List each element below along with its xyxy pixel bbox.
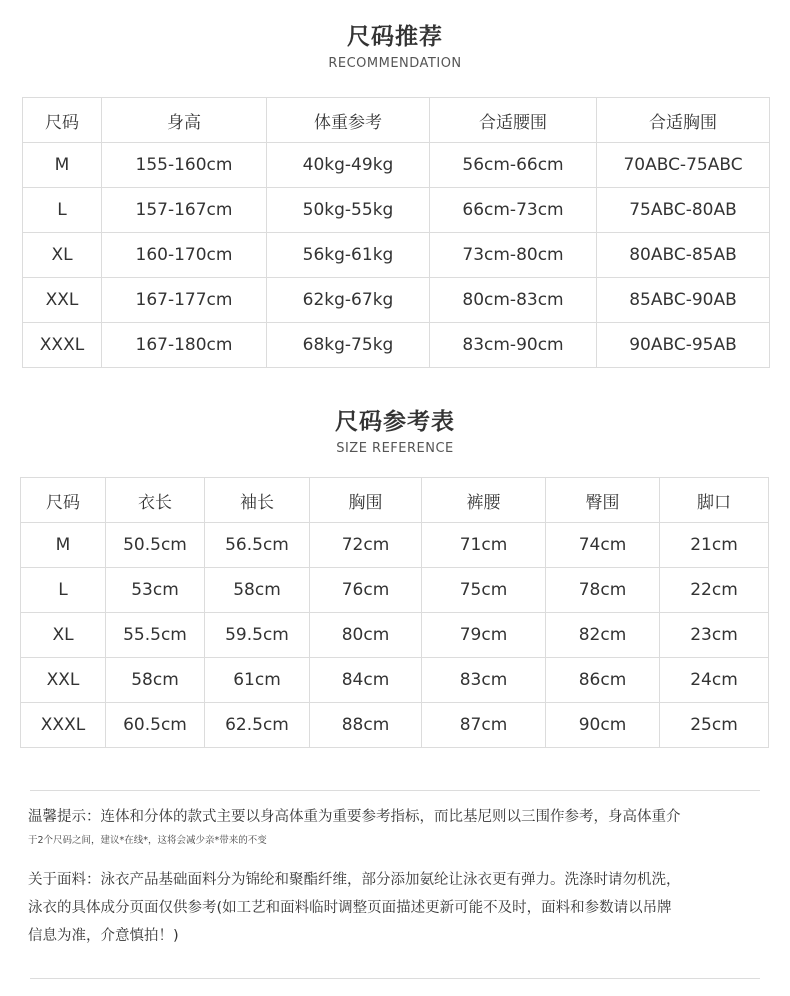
table-cell: 75ABC-80AB	[597, 188, 770, 233]
size-cell: L	[23, 188, 102, 233]
table-cell: 62kg-67kg	[267, 278, 430, 323]
header-cell: 合适腰围	[430, 98, 597, 143]
size-cell: XXXL	[23, 323, 102, 368]
table-cell: 87cm	[422, 703, 546, 748]
divider	[30, 978, 760, 979]
header-cell: 尺码	[23, 98, 102, 143]
recommendation-subtitle: RECOMMENDATION	[328, 56, 462, 71]
table-cell: 80cm	[310, 613, 422, 658]
table-cell: 78cm	[546, 568, 660, 613]
table-cell: 58cm	[205, 568, 310, 613]
size-cell: XL	[21, 613, 106, 658]
table-row	[23, 323, 770, 368]
table-cell: 90ABC-95AB	[597, 323, 770, 368]
table-cell: 155-160cm	[102, 143, 267, 188]
table-cell: 50kg-55kg	[267, 188, 430, 233]
table-cell: 62.5cm	[205, 703, 310, 748]
header-cell: 合适胸围	[597, 98, 770, 143]
table-row	[21, 703, 769, 748]
table-cell: 24cm	[660, 658, 769, 703]
table-cell: 83cm	[422, 658, 546, 703]
table-cell: 23cm	[660, 613, 769, 658]
table-row	[21, 613, 769, 658]
table-cell: 25cm	[660, 703, 769, 748]
table-cell: 56kg-61kg	[267, 233, 430, 278]
header-cell: 脚口	[660, 478, 769, 523]
table-cell: 21cm	[660, 523, 769, 568]
table-cell: 167-180cm	[102, 323, 267, 368]
table-cell: 56cm-66cm	[430, 143, 597, 188]
divider	[30, 790, 760, 791]
header-cell: 身高	[102, 98, 267, 143]
header-cell: 臀围	[546, 478, 660, 523]
reference-heading	[0, 403, 790, 456]
size-cell: XXXL	[21, 703, 106, 748]
table-cell: 157-167cm	[102, 188, 267, 233]
size-cell: L	[21, 568, 106, 613]
table-row	[23, 278, 770, 323]
tip-text: 温馨提示：连体和分体的款式主要以身高体重为重要参考指标，而比基尼则以三围作参考，身高体重介	[28, 809, 681, 825]
table-row	[21, 568, 769, 613]
header-cell: 衣长	[106, 478, 205, 523]
recommendation-title: 尺码推荐	[347, 24, 443, 50]
table-cell: 22cm	[660, 568, 769, 613]
size-cell: M	[23, 143, 102, 188]
table-cell: 73cm-80cm	[430, 233, 597, 278]
table-cell: 60.5cm	[106, 703, 205, 748]
table-cell: 56.5cm	[205, 523, 310, 568]
fabric-line-3: 信息为准，介意慎拍！)	[28, 928, 179, 944]
table-row	[23, 143, 770, 188]
table-cell: 160-170cm	[102, 233, 267, 278]
header-cell: 裤腰	[422, 478, 546, 523]
table-cell: 167-177cm	[102, 278, 267, 323]
fabric-line-1: 关于面料：泳衣产品基础面料分为锦纶和聚酯纤维，部分添加氨纶让泳衣更有弹力。洗涤时请勿机洗，	[28, 872, 681, 888]
table-cell: 79cm	[422, 613, 546, 658]
table-cell: 61cm	[205, 658, 310, 703]
fabric-line-2: 泳衣的具体成分页面仅供参考(如工艺和面料临时调整页面描述更新可能不及时，面料和参数请以吊牌	[28, 900, 672, 916]
size-cell: XXL	[23, 278, 102, 323]
table-cell: 80ABC-85AB	[597, 233, 770, 278]
table-cell: 59.5cm	[205, 613, 310, 658]
table-row	[23, 233, 770, 278]
table-cell: 90cm	[546, 703, 660, 748]
recommendation-table	[22, 97, 770, 368]
table-header-row	[23, 98, 770, 143]
recommendation-heading	[0, 18, 790, 71]
table-cell: 58cm	[106, 658, 205, 703]
table-row	[21, 658, 769, 703]
tip-small-text: 于2个尺码之间，建议*在线*，这将会减少亲*带来的不变	[28, 835, 267, 846]
table-cell: 71cm	[422, 523, 546, 568]
table-cell: 70ABC-75ABC	[597, 143, 770, 188]
table-cell: 53cm	[106, 568, 205, 613]
table-row	[23, 188, 770, 233]
table-cell: 74cm	[546, 523, 660, 568]
table-cell: 85ABC-90AB	[597, 278, 770, 323]
table-cell: 82cm	[546, 613, 660, 658]
table-cell: 86cm	[546, 658, 660, 703]
table-cell: 72cm	[310, 523, 422, 568]
size-cell: M	[21, 523, 106, 568]
header-cell: 体重参考	[267, 98, 430, 143]
table-cell: 55.5cm	[106, 613, 205, 658]
header-cell: 袖长	[205, 478, 310, 523]
table-cell: 80cm-83cm	[430, 278, 597, 323]
table-cell: 68kg-75kg	[267, 323, 430, 368]
reference-title: 尺码参考表	[335, 409, 455, 435]
reference-subtitle: SIZE REFERENCE	[336, 441, 454, 456]
size-cell: XL	[23, 233, 102, 278]
table-row	[21, 523, 769, 568]
size-cell: XXL	[21, 658, 106, 703]
table-cell: 83cm-90cm	[430, 323, 597, 368]
table-cell: 75cm	[422, 568, 546, 613]
header-cell: 尺码	[21, 478, 106, 523]
table-header-row	[21, 478, 769, 523]
table-cell: 66cm-73cm	[430, 188, 597, 233]
table-cell: 88cm	[310, 703, 422, 748]
table-cell: 40kg-49kg	[267, 143, 430, 188]
table-cell: 84cm	[310, 658, 422, 703]
table-cell: 50.5cm	[106, 523, 205, 568]
size-reference-table	[20, 477, 769, 748]
header-cell: 胸围	[310, 478, 422, 523]
table-cell: 76cm	[310, 568, 422, 613]
